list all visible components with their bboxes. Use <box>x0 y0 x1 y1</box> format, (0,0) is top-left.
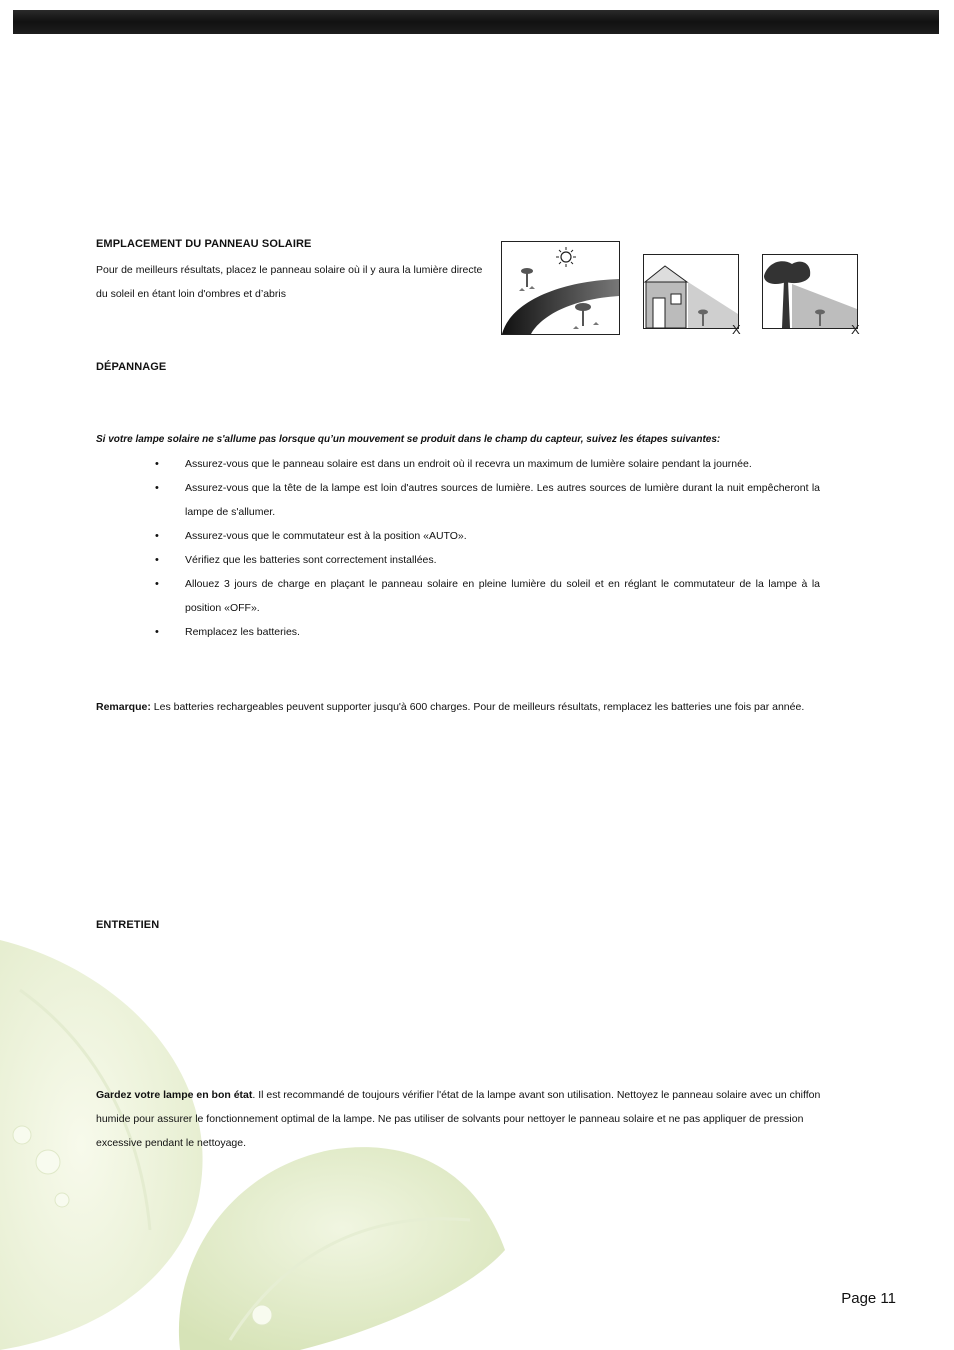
list-item <box>155 620 820 644</box>
list-item-text: Remplacez les batteries. <box>185 626 300 638</box>
bullet-icon: • <box>155 458 159 470</box>
header-bar <box>13 10 939 34</box>
list-item <box>155 452 820 476</box>
section-text-solar-panel: Pour de meilleurs résultats, placez le panneau solaire où il y aura la lumière directe du soleil en étant loin d'ombres et d’abris <box>96 264 483 300</box>
bullet-icon: • <box>155 482 159 494</box>
bullet-icon: • <box>155 578 159 590</box>
bullet-icon: • <box>155 530 159 542</box>
figure-tree-shadow-wrong <box>762 254 866 336</box>
figure-house-shadow-wrong <box>643 254 747 336</box>
section-title-troubleshooting: DÉPANNAGE <box>96 361 167 373</box>
maintenance-lead: Gardez votre lampe en bon état <box>96 1089 253 1101</box>
list-item <box>155 524 820 548</box>
list-item-text: Assurez-vous que la tête de la lampe est loin d'autres sources de lumière. Les autres sources de lumière durant la nuit empêcheront la lampe de s'allumer. <box>185 482 820 518</box>
wrong-mark: X <box>851 322 860 336</box>
page-number: Page 11 <box>841 1290 896 1307</box>
figure-correct-placement <box>501 241 620 335</box>
troubleshooting-list <box>155 452 820 644</box>
note-label: Remarque: <box>96 701 151 713</box>
wrong-mark: X <box>732 322 741 336</box>
section-title-solar-panel: EMPLACEMENT DU PANNEAU SOLAIRE <box>96 238 312 250</box>
list-item <box>155 548 820 572</box>
list-item-text: Vérifiez que les batteries sont correctement installées. <box>185 554 437 566</box>
list-item-text: Allouez 3 jours de charge en plaçant le panneau solaire en pleine lumière du soleil et en réglant le commutateur de la lampe à la position «OFF». <box>185 578 820 614</box>
list-item-text: Assurez-vous que le commutateur est à la position «AUTO». <box>185 530 467 542</box>
list-item <box>155 476 820 524</box>
maintenance-text <box>96 1083 824 1155</box>
battery-note <box>96 695 820 719</box>
maintenance-body: . Il est recommandé de toujours vérifier l'état de la lampe avant son utilisation. Nettoyez le panneau solaire avec un chiffon humide pour assurer le fonctionnement optimal de la lampe. Ne pas utiliser de solvants pour nettoyer le panneau solaire et ne pas appliquer de pression excessive pendant le nettoyage. <box>96 1089 821 1149</box>
bullet-icon: • <box>155 554 159 566</box>
bullet-icon: • <box>155 626 159 638</box>
list-item-text: Assurez-vous que le panneau solaire est dans un endroit où il recevra un maximum de lumière solaire pendant la journée. <box>185 458 752 470</box>
section-title-maintenance: ENTRETIEN <box>96 919 160 931</box>
note-text: Les batteries rechargeables peuvent supporter jusqu'à 600 charges. Pour de meilleurs résultats, remplacez les batteries une fois par année. <box>150 701 805 713</box>
list-item <box>155 572 820 620</box>
troubleshooting-intro: Si votre lampe solaire ne s'allume pas lorsque qu’un mouvement se produit dans le champ du capteur, suivez les étapes suivantes: <box>96 434 721 445</box>
